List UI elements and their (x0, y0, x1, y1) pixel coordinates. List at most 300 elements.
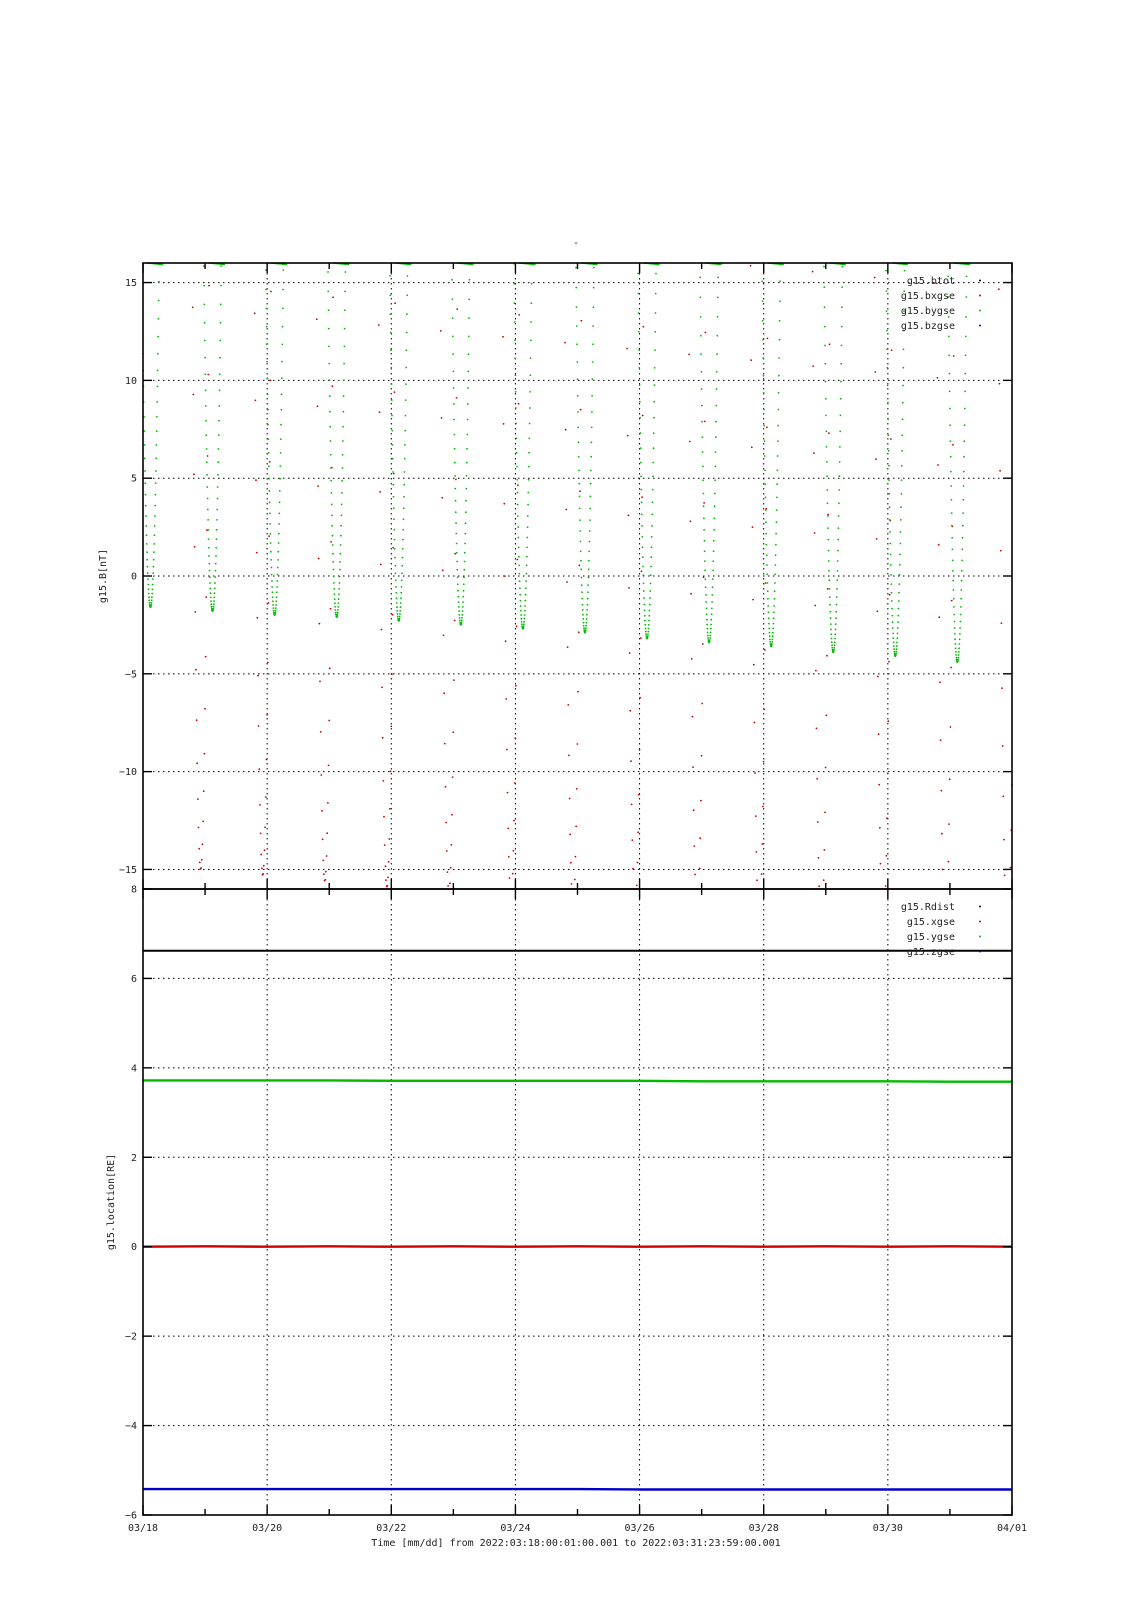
bygse-point (525, 587, 527, 589)
bxgse-point (203, 790, 205, 792)
bxgse-point (826, 655, 828, 657)
bygse-point (465, 522, 467, 524)
bxgse-point (390, 770, 392, 772)
bygse-point (466, 448, 468, 450)
bygse-point (586, 609, 588, 611)
bygse-point (337, 606, 339, 608)
bygse-point (335, 612, 337, 614)
bxgse-point (567, 704, 569, 706)
bygse-point (592, 378, 594, 380)
bygse-point (341, 515, 343, 517)
bygse-point (827, 527, 829, 529)
bxgse-point (332, 385, 334, 387)
bygse-point (955, 647, 957, 649)
bxgse-point (379, 411, 381, 413)
bygse-point (768, 611, 770, 613)
bxgse-point (571, 883, 573, 885)
bxgse-point (1004, 875, 1006, 877)
bygse-point (276, 580, 278, 582)
bxgse-point (889, 594, 891, 596)
bygse-point (899, 564, 901, 566)
bygse-point (641, 514, 643, 516)
bygse-point (592, 343, 594, 345)
bygse-point (955, 643, 957, 645)
bygse-point (886, 310, 888, 312)
legend-marker (979, 906, 981, 908)
bygse-point (766, 544, 768, 546)
bygse-point (330, 440, 332, 442)
bygse-point (831, 641, 833, 643)
bygse-point (156, 416, 158, 418)
bxgse-point (878, 784, 880, 786)
bygse-point (338, 602, 340, 604)
bygse-point (775, 533, 777, 535)
bxgse-point (388, 861, 390, 863)
bygse-point (515, 391, 517, 393)
bygse-point (206, 474, 208, 476)
bygse-point (468, 353, 470, 355)
bygse-point (404, 444, 406, 446)
bygse-point (702, 451, 704, 453)
bygse-point (840, 415, 842, 417)
bygse-point (158, 281, 160, 283)
bygse-point (579, 519, 581, 521)
bygse-point (713, 517, 715, 519)
bygse-point (333, 582, 335, 584)
bxgse-point (202, 821, 204, 823)
bxgse-point (815, 670, 817, 672)
bygse-point (390, 367, 392, 369)
bxgse-point (692, 716, 694, 718)
bygse-point (887, 418, 889, 420)
bxgse-point (641, 496, 643, 498)
bygse-point (959, 643, 961, 645)
bygse-point (329, 395, 331, 397)
bygse-point (467, 387, 469, 389)
legend-label: g15.xgse (906, 917, 955, 928)
bxgse-point (638, 794, 640, 796)
bxgse-point (579, 490, 581, 492)
bygse-point (402, 529, 404, 531)
y-tick-label: 2 (130, 1152, 137, 1164)
bxgse-point (330, 608, 332, 610)
bygse-point (152, 584, 154, 586)
bygse-point (270, 551, 272, 553)
bygse-point (340, 525, 342, 527)
bxgse-point (818, 857, 820, 859)
bygse-point (462, 596, 464, 598)
bygse-point (888, 435, 890, 437)
bygse-point (154, 515, 156, 517)
bygse-point (518, 556, 520, 558)
bygse-point (892, 627, 894, 629)
bygse-point (960, 598, 962, 600)
bygse-point (331, 492, 333, 494)
bygse-point (268, 452, 270, 454)
bygse-point (578, 483, 580, 485)
bxgse-point (690, 520, 692, 522)
bxgse-point (754, 722, 756, 724)
bygse-point (886, 290, 888, 292)
bygse-point (514, 357, 516, 359)
bygse-point (644, 624, 646, 626)
bxgse-point (385, 865, 387, 867)
bygse-point (399, 616, 401, 618)
bygse-point (527, 504, 529, 506)
bygse-point (771, 643, 773, 645)
bygse-point (716, 353, 718, 355)
bygse-point (330, 480, 332, 482)
bygse-point (706, 619, 708, 621)
bxgse-point (259, 804, 261, 806)
bygse-point (761, 280, 763, 282)
bygse-point (889, 531, 891, 533)
bygse-point (890, 564, 892, 566)
bygse-point (649, 590, 651, 592)
bygse-point (885, 270, 887, 272)
bygse-point (778, 375, 780, 377)
bygse-point (581, 577, 583, 579)
bxgse-point (704, 421, 706, 423)
bygse-point (582, 604, 584, 606)
bxgse-point (323, 873, 325, 875)
bxgse-point (691, 658, 693, 660)
bygse-point (272, 604, 274, 606)
bygse-point (155, 482, 157, 484)
bygse-point (958, 654, 960, 656)
bygse-point (402, 548, 404, 550)
bxgse-point (516, 626, 518, 628)
bxgse-point (693, 809, 695, 811)
bxgse-point (827, 588, 829, 590)
bygse-point (271, 586, 273, 588)
bygse-point (399, 613, 401, 615)
bxgse-point (564, 342, 566, 344)
bygse-point (700, 297, 702, 299)
bygse-point (642, 546, 644, 548)
bxgse-point (265, 796, 267, 798)
bygse-point (841, 286, 843, 288)
bxgse-point (394, 391, 396, 393)
bxgse-point (503, 503, 505, 505)
bygse-point (456, 569, 458, 571)
bygse-point (778, 392, 780, 394)
bygse-point (958, 651, 960, 653)
bygse-point (776, 497, 778, 499)
bygse-point (643, 583, 645, 585)
bygse-point (778, 409, 780, 411)
bxgse-point (1001, 622, 1003, 624)
bxgse-point (505, 640, 507, 642)
bxgse-point (513, 850, 515, 852)
bygse-point (458, 610, 460, 612)
bygse-point (279, 502, 281, 504)
bygse-point (779, 280, 781, 282)
bxgse-point (390, 726, 392, 728)
bygse-point (948, 354, 950, 356)
bygse-point (706, 624, 708, 626)
bygse-point (465, 500, 467, 502)
bygse-point (959, 627, 961, 629)
bxgse-point (197, 798, 199, 800)
bygse-point (583, 622, 585, 624)
bygse-point (146, 534, 148, 536)
bygse-point (767, 582, 769, 584)
bxgse-point (205, 596, 207, 598)
bxgse-point (202, 843, 204, 845)
bxgse-point (631, 839, 633, 841)
bygse-point (464, 533, 466, 535)
bygse-point (592, 325, 594, 327)
legend-label: g15.Rdist (900, 902, 955, 913)
bygse-point (891, 608, 893, 610)
bygse-point (157, 336, 159, 338)
bxgse-point (763, 761, 765, 763)
bygse-point (401, 573, 403, 575)
bygse-point (653, 447, 655, 449)
bxgse-point (192, 307, 194, 309)
bygse-point (897, 633, 899, 635)
bygse-point (711, 608, 713, 610)
bygse-point (147, 566, 149, 568)
bygse-point (591, 411, 593, 413)
bxgse-point (261, 867, 263, 869)
bygse-point (826, 461, 828, 463)
bygse-point (519, 580, 521, 582)
bygse-point (709, 635, 711, 637)
bygse-point (330, 467, 332, 469)
bygse-point (278, 533, 280, 535)
bxgse-point (763, 709, 765, 711)
bygse-point (837, 550, 839, 552)
bygse-point (454, 488, 456, 490)
bygse-point (712, 560, 714, 562)
bygse-point (582, 618, 584, 620)
bxgse-point (328, 720, 330, 722)
bygse-point (530, 340, 532, 342)
bygse-point (149, 602, 151, 604)
bxgse-point (445, 786, 447, 788)
bygse-point (773, 611, 775, 613)
bygse-point (764, 483, 766, 485)
bygse-point (654, 349, 656, 351)
legend-label: g15.bygse (900, 306, 955, 317)
bygse-point (154, 505, 156, 507)
bygse-point (214, 592, 216, 594)
bxgse-point (750, 359, 752, 361)
bxgse-point (454, 620, 456, 622)
bygse-point (337, 609, 339, 611)
bxgse-point (378, 324, 380, 326)
bygse-point (779, 320, 781, 322)
x-axis-tick-labels (128, 1523, 1027, 1534)
bygse-point (715, 436, 717, 438)
bygse-point (216, 519, 218, 521)
bygse-point (270, 542, 272, 544)
bxgse-point (384, 844, 386, 846)
bygse-point (526, 556, 528, 558)
bygse-point (638, 331, 640, 333)
bygse-point (331, 515, 333, 517)
bxgse-point (631, 804, 633, 806)
bygse-point (777, 470, 779, 472)
bygse-point (779, 339, 781, 341)
bxgse-point (387, 877, 389, 879)
bygse-point (145, 515, 147, 517)
bygse-point (456, 552, 458, 554)
bygse-point (585, 627, 587, 629)
bygse-point (837, 570, 839, 572)
bygse-point (396, 606, 398, 608)
bygse-point (156, 430, 158, 432)
bygse-point (951, 512, 953, 514)
bygse-point (525, 600, 527, 602)
bygse-point (390, 349, 392, 351)
bygse-point (205, 390, 207, 392)
bygse-point (406, 313, 408, 315)
bygse-point (280, 438, 282, 440)
bygse-point (518, 565, 520, 567)
bygse-point (651, 514, 653, 516)
bygse-point (397, 613, 399, 615)
bygse-point (767, 590, 769, 592)
bygse-point (345, 271, 347, 273)
bygse-point (516, 466, 518, 468)
bxgse-point (688, 354, 690, 356)
bygse-point (392, 471, 394, 473)
bygse-point (338, 593, 340, 595)
bygse-point (339, 576, 341, 578)
bygse-point (950, 456, 952, 458)
bxgse-point (940, 790, 942, 792)
bxgse-point (332, 296, 334, 298)
bygse-point (281, 344, 283, 346)
bygse-point (650, 556, 652, 558)
bygse-point (591, 427, 593, 429)
bygse-point (389, 294, 391, 296)
bygse-point (841, 306, 843, 308)
bygse-point (463, 569, 465, 571)
bygse-point (214, 588, 216, 590)
bygse-point (208, 538, 210, 540)
bxgse-point (637, 831, 639, 833)
bxgse-point (874, 277, 876, 279)
bygse-point (455, 522, 457, 524)
bygse-point (765, 521, 767, 523)
bxgse-point (767, 338, 769, 340)
bygse-point (830, 629, 832, 631)
bxgse-point (750, 265, 752, 267)
bygse-point (144, 444, 146, 446)
bygse-point (529, 374, 531, 376)
bygse-point (950, 485, 952, 487)
bygse-point (965, 296, 967, 298)
bxgse-point (824, 812, 826, 814)
bxgse-point (764, 649, 766, 651)
bxgse-point (389, 808, 391, 810)
bygse-point (277, 567, 279, 569)
bygse-point (888, 479, 890, 481)
bygse-point (457, 596, 459, 598)
bygse-point (523, 621, 525, 623)
bygse-point (890, 554, 892, 556)
bygse-point (467, 371, 469, 373)
bygse-point (839, 475, 841, 477)
bygse-point (391, 430, 393, 432)
bygse-point (587, 591, 589, 593)
bygse-point (712, 578, 714, 580)
bygse-point (835, 629, 837, 631)
bygse-point (703, 505, 705, 507)
bygse-point (954, 627, 956, 629)
bygse-point (575, 267, 577, 269)
bygse-point (204, 357, 206, 359)
bygse-point (462, 610, 464, 612)
bygse-point (842, 266, 844, 268)
location-grid (143, 889, 1012, 1515)
bygse-point (454, 475, 456, 477)
bygse-point (765, 533, 767, 535)
bygse-point (214, 582, 216, 584)
bxgse-point (814, 605, 816, 607)
bxgse-point (825, 714, 827, 716)
bxgse-point (205, 656, 207, 658)
bygse-point (577, 395, 579, 397)
bygse-point (580, 541, 582, 543)
bygse-point (514, 321, 516, 323)
bygse-point (342, 440, 344, 442)
bygse-point (453, 371, 455, 373)
bygse-point (402, 539, 404, 541)
bygse-point (515, 423, 517, 425)
bygse-point (825, 381, 827, 383)
bygse-point (841, 326, 843, 328)
bygse-point (328, 346, 330, 348)
bygse-point (963, 485, 965, 487)
bxgse-point (455, 479, 457, 481)
bxgse-point (1003, 839, 1005, 841)
bygse-point (458, 614, 460, 616)
x-tick-label: 03/20 (252, 1523, 283, 1534)
bygse-point (590, 483, 592, 485)
bygse-point (953, 614, 955, 616)
bygse-point (217, 474, 219, 476)
bygse-point (590, 470, 592, 472)
bygse-point (463, 583, 465, 585)
legend-marker (979, 310, 981, 312)
bygse-point (715, 421, 717, 423)
bygse-point (155, 457, 157, 459)
bygse-point (342, 467, 344, 469)
bygse-point (343, 395, 345, 397)
bygse-point (641, 501, 643, 503)
bxgse-point (950, 667, 952, 669)
bxgse-point (938, 544, 940, 546)
bygse-point (642, 574, 644, 576)
bygse-point (275, 600, 277, 602)
bygse-point (401, 580, 403, 582)
bygse-point (953, 598, 955, 600)
bygse-point (647, 631, 649, 633)
bygse-point (146, 543, 148, 545)
bygse-point (529, 391, 531, 393)
bygse-point (834, 633, 836, 635)
bygse-point (886, 349, 888, 351)
bxgse-point (565, 509, 567, 511)
bygse-point (454, 462, 456, 464)
bygse-point (762, 300, 764, 302)
bxgse-point (383, 816, 385, 818)
